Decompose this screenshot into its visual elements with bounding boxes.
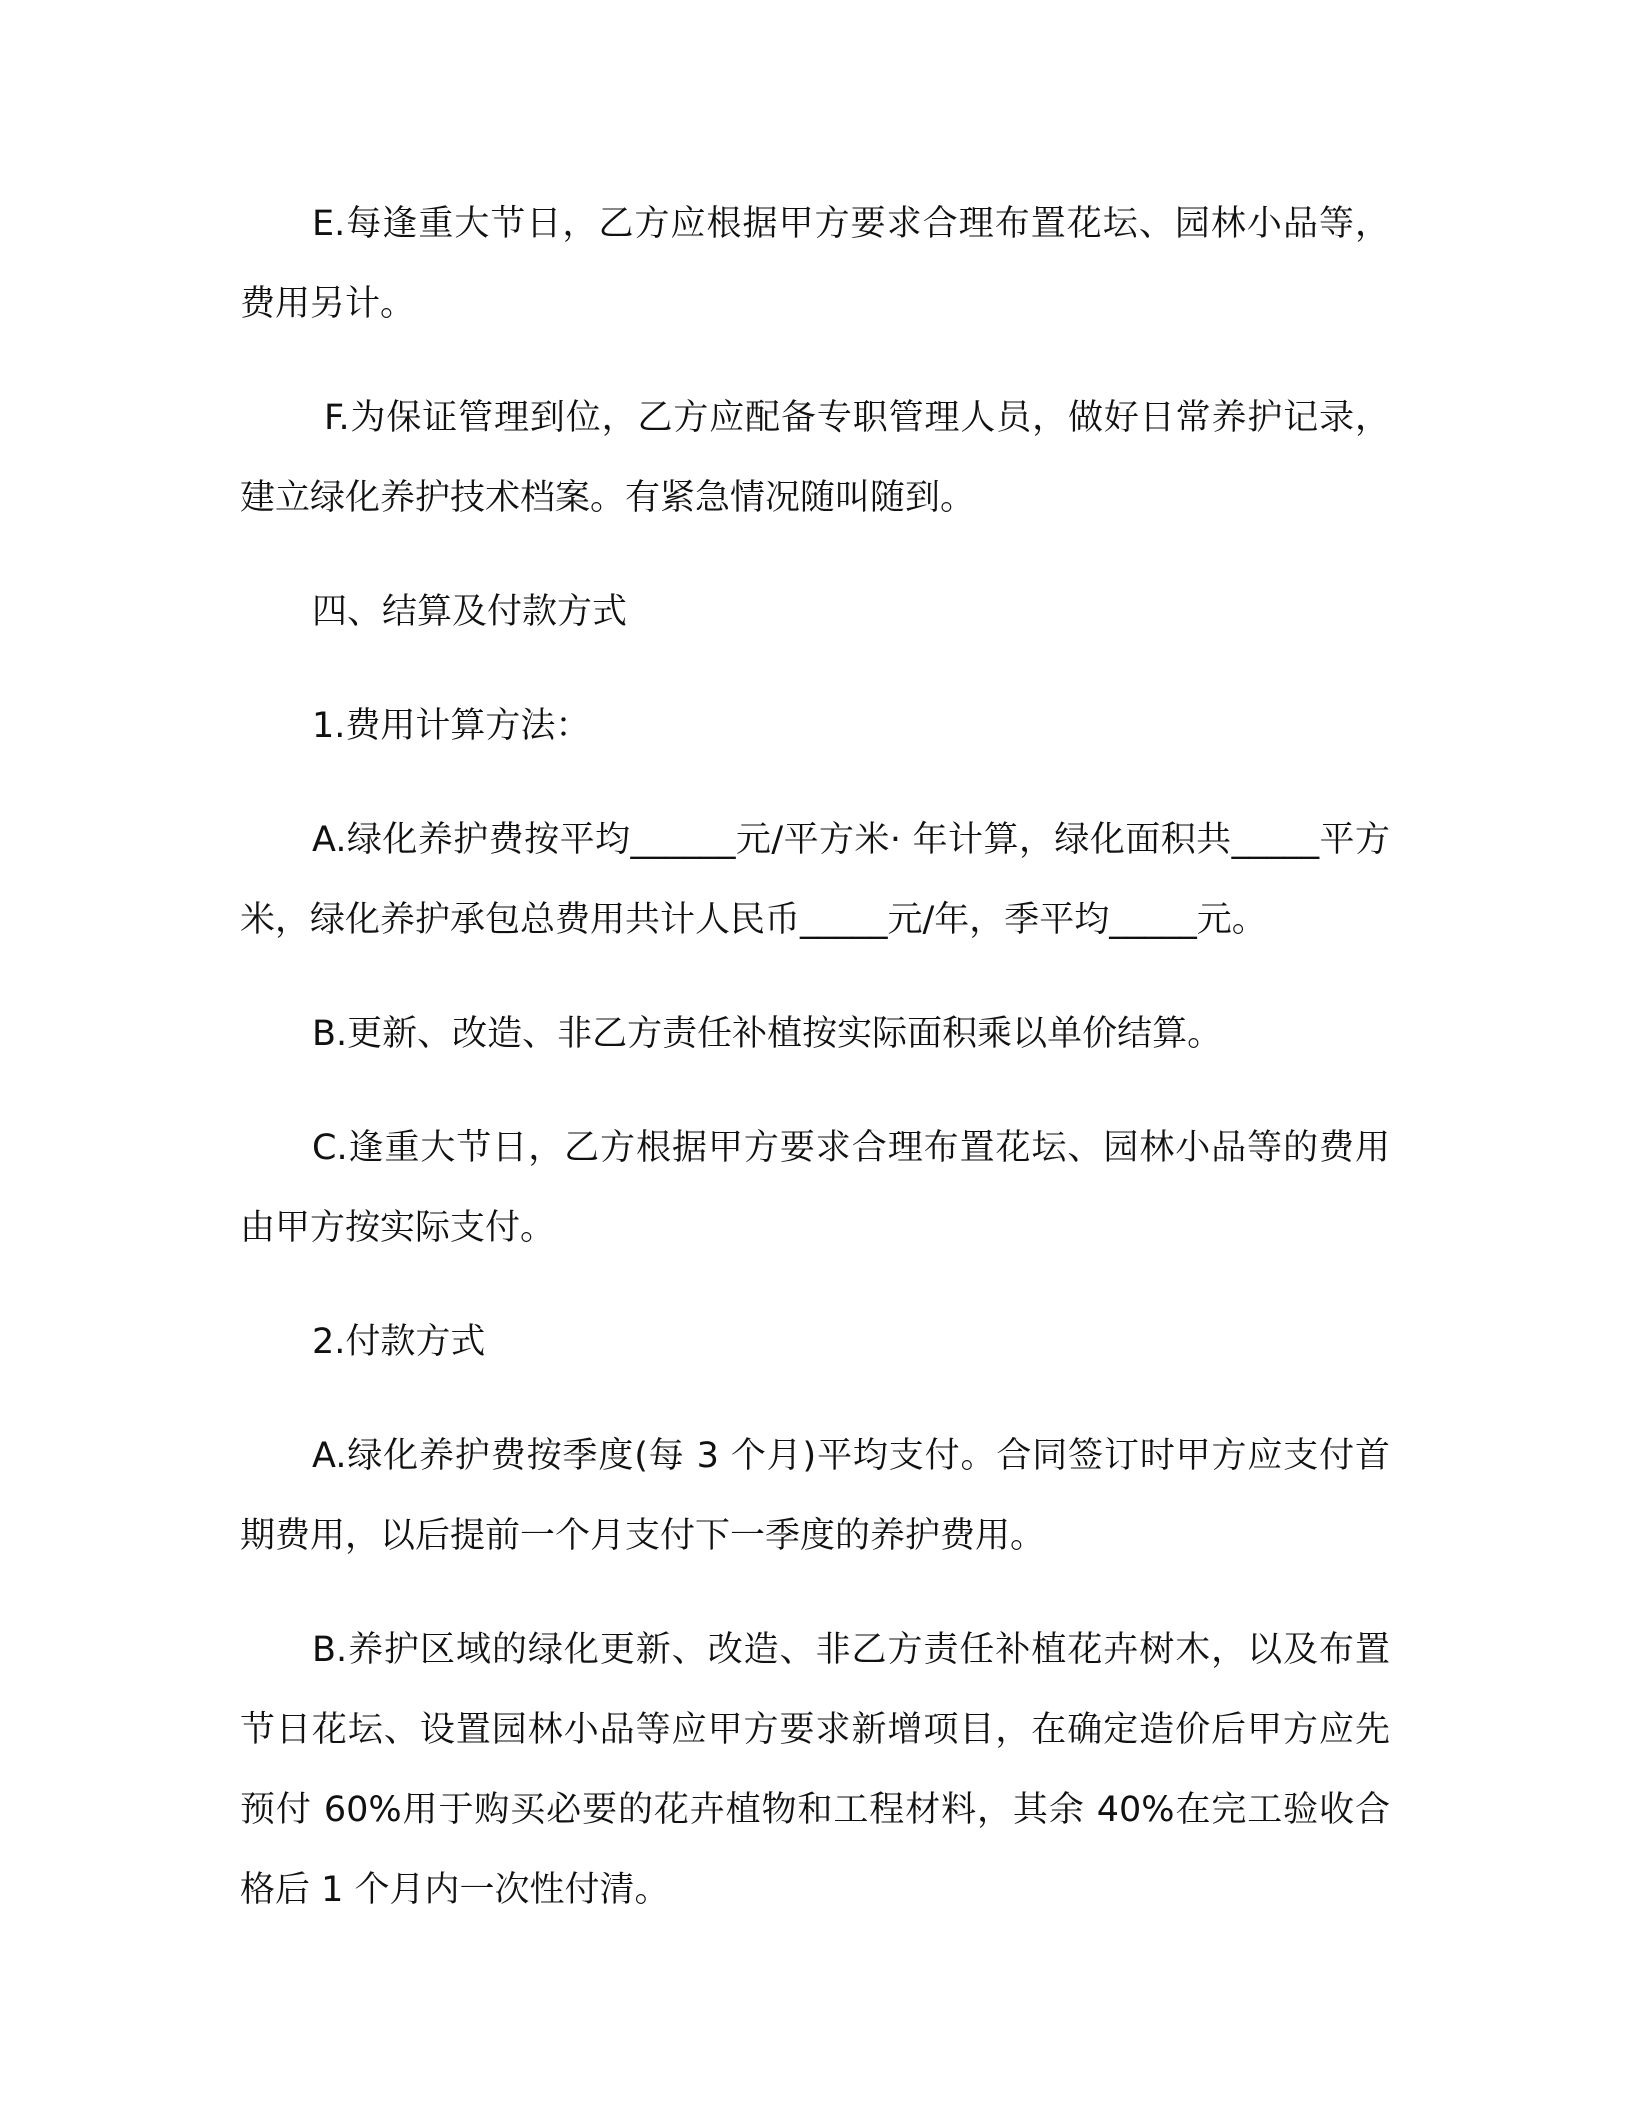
clause-f-management-staff: F.为保证管理到位，乙方应配备专职管理人员，做好日常养护记录，建立绿化养护技术档案。有紧急情况随叫随到。 [240,398,1390,518]
clause-e-holiday-arrangement: E.每逢重大节日，乙方应根据甲方要求合理布置花坛、园林小品等，费用另计。 [240,204,1390,324]
subheading-fee-calculation: 1.费用计算方法： [312,706,591,746]
clause-b-new-project-payment: B.养护区域的绿化更新、改造、非乙方责任补植花卉树木，以及布置节日花坛、设置园林小品等应甲方要求新增项目，在确定造价后甲方应先预付 60%用于购买必要的花卉植物和工程材料，其余 40%在完工验收合格后 1 个月内一次性付清。 [240,1630,1390,1910]
clause-b-renovation-settlement: B.更新、改造、非乙方责任补植按实际面积乘以单价结算。 [312,1014,1223,1054]
subheading-payment-method: 2.付款方式 [312,1322,486,1362]
document-body [240,184,1390,1930]
clause-c-holiday-fee: C.逢重大节日，乙方根据甲方要求合理布置花坛、园林小品等的费用由甲方按实际支付。 [240,1128,1390,1248]
section-heading-settlement: 四、结算及付款方式 [312,592,628,632]
clause-a-quarterly-payment: A.绿化养护费按季度(每 3 个月)平均支付。合同签订时甲方应支付首期费用，以后提前一个月支付下一季度的养护费用。 [240,1436,1390,1556]
clause-a-maintenance-fee: A.绿化养护费按平均______元/平方米· 年计算，绿化面积共_____平方米，绿化养护承包总费用共计人民币_____元/年，季平均_____元。 [240,820,1390,940]
